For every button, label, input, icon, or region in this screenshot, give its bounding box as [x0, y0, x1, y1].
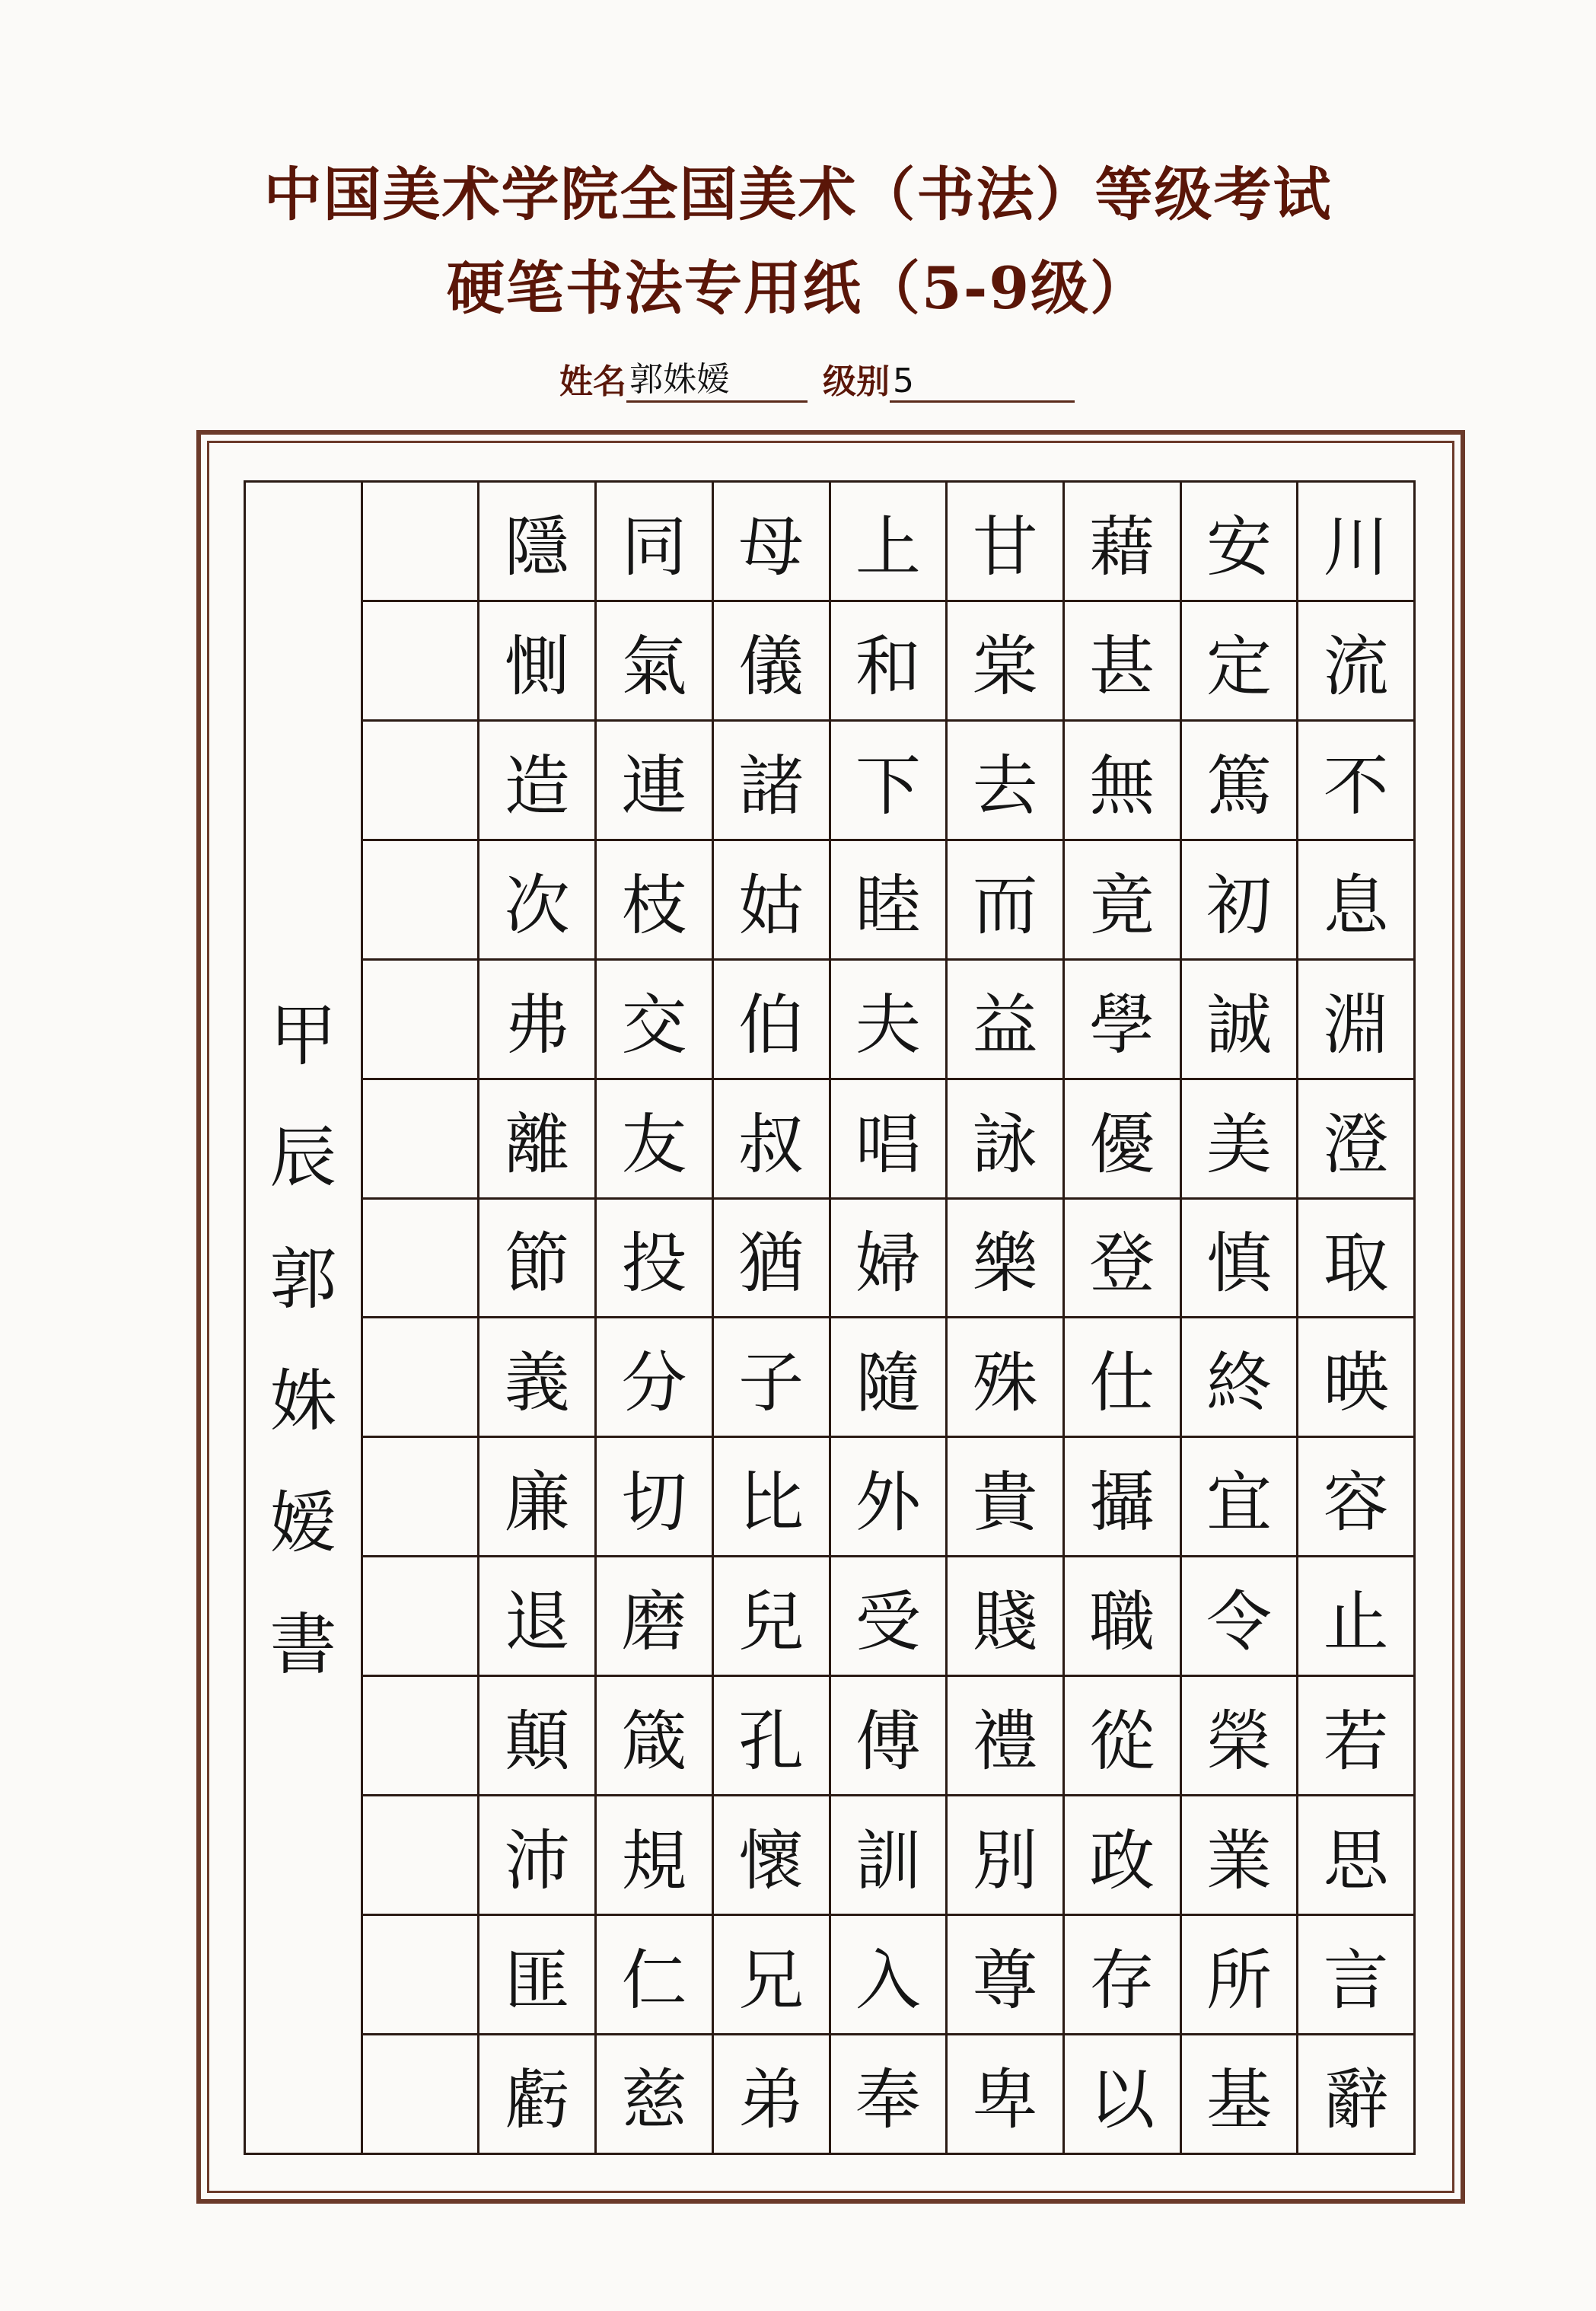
empty-cell	[363, 1197, 478, 1317]
grid-cell: 沛	[479, 1794, 594, 1914]
grid-cell: 投	[597, 1197, 712, 1317]
text-column	[477, 483, 594, 2153]
grid-cell: 辭	[1298, 2033, 1413, 2153]
empty-cell	[363, 1555, 478, 1675]
grid-cell: 外	[831, 1436, 946, 1555]
grid-cell: 禮	[948, 1675, 1062, 1794]
grid-cell: 無	[1065, 719, 1180, 839]
grid-cell: 流	[1298, 600, 1413, 719]
grid-cell: 切	[597, 1436, 712, 1555]
grid-cell: 伯	[714, 958, 829, 1078]
grid-cell: 榮	[1182, 1675, 1297, 1794]
grid-cell: 奉	[831, 2033, 946, 2153]
grid-cell: 賤	[948, 1555, 1062, 1675]
signature-char: 姝	[269, 1362, 337, 1440]
grid-cell: 去	[948, 719, 1062, 839]
grid-cell: 甘	[972, 508, 1038, 585]
grid-cell: 篤	[1182, 719, 1297, 839]
empty-cell	[363, 1675, 478, 1794]
grid-cell: 止	[1298, 1555, 1413, 1675]
grid-cell: 入	[831, 1914, 946, 2033]
grid-cell: 貴	[948, 1436, 1062, 1555]
grid-cell: 以	[1065, 2033, 1180, 2153]
grid-cell: 孔	[714, 1675, 829, 1794]
grid-cell: 誠	[1182, 958, 1297, 1078]
grid-cell: 唱	[831, 1078, 946, 1197]
grid-cell: 母	[738, 508, 804, 585]
grid-cell: 箴	[597, 1675, 712, 1794]
empty-column	[361, 483, 478, 2153]
grid-cell: 造	[479, 719, 594, 839]
signature-char: 書	[269, 1605, 337, 1684]
grid-cell: 川	[1323, 508, 1389, 585]
grid-cell: 弟	[714, 2033, 829, 2153]
grid-cell: 虧	[479, 2033, 594, 2153]
grid-cell: 兄	[714, 1914, 829, 2033]
grid-cell: 從	[1065, 1675, 1180, 1794]
grid-cell: 不	[1298, 719, 1413, 839]
empty-cell	[363, 2033, 478, 2153]
grid-cell: 取	[1298, 1197, 1413, 1317]
grid-cell: 睦	[831, 839, 946, 958]
grid-cell: 慎	[1182, 1197, 1297, 1317]
grid-cell: 慈	[597, 2033, 712, 2153]
text-column	[594, 483, 712, 2153]
empty-cell	[363, 483, 478, 600]
grid-cell: 初	[1182, 839, 1297, 958]
empty-cell	[363, 1436, 478, 1555]
grid-cell: 惻	[479, 600, 594, 719]
grid-cell: 登	[1065, 1197, 1180, 1317]
grid-cell: 上	[855, 508, 921, 585]
exam-title: 中国美术学院全国美术（书法）等级考试	[263, 161, 1333, 228]
grid-cell: 枝	[597, 839, 712, 958]
empty-cell	[363, 600, 478, 719]
grid-cell: 美	[1182, 1078, 1297, 1197]
grid-cell: 受	[831, 1555, 946, 1675]
signature-char: 甲	[269, 996, 337, 1075]
grid-cell: 存	[1065, 1914, 1180, 2033]
name-field: 郭姝嫒	[626, 352, 808, 403]
grid-cell: 退	[479, 1555, 594, 1675]
grid-cell: 傅	[831, 1675, 946, 1794]
grid-cell: 別	[948, 1794, 1062, 1914]
level-label: 级别	[823, 362, 890, 401]
grid-cell: 猶	[714, 1197, 829, 1317]
empty-cell	[363, 1078, 478, 1197]
grid-cell: 暎	[1298, 1316, 1413, 1436]
grid-cell: 諸	[714, 719, 829, 839]
grid-cell: 顛	[479, 1675, 594, 1794]
grid-cell: 比	[714, 1436, 829, 1555]
grid-cell: 藉	[1089, 508, 1155, 585]
grid-cell: 離	[479, 1078, 594, 1197]
empty-cell	[363, 958, 478, 1078]
grid-cell: 棠	[948, 600, 1062, 719]
grid-cell: 安	[1206, 508, 1272, 585]
grid-cell: 甚	[1065, 600, 1180, 719]
grid-cell: 夫	[831, 958, 946, 1078]
grid-cell: 攝	[1065, 1436, 1180, 1555]
text-column	[712, 483, 829, 2153]
paper-subtitle: 硬笔书法专用纸（5-9级）	[446, 254, 1150, 322]
grid-cell: 隱	[504, 508, 570, 585]
grid-cell: 婦	[831, 1197, 946, 1317]
grid-cell: 兒	[714, 1555, 829, 1675]
grid-cell: 終	[1182, 1316, 1297, 1436]
empty-cell	[363, 839, 478, 958]
grid-cell: 宜	[1182, 1436, 1297, 1555]
grid-cell: 叔	[714, 1078, 829, 1197]
grid-cell: 義	[479, 1316, 594, 1436]
grid-cell: 分	[597, 1316, 712, 1436]
signature-char: 辰	[269, 1118, 337, 1197]
grid-cell: 卑	[948, 2033, 1062, 2153]
text-column	[1180, 483, 1297, 2153]
text-column	[1296, 483, 1413, 2153]
grid-cell: 益	[948, 958, 1062, 1078]
grid-cell: 規	[597, 1794, 712, 1914]
signature-column	[246, 483, 361, 2153]
grid-cell: 友	[597, 1078, 712, 1197]
grid-cell: 詠	[948, 1078, 1062, 1197]
grid-cell: 匪	[479, 1914, 594, 2033]
grid-cell: 氣	[597, 600, 712, 719]
grid-cell: 次	[479, 839, 594, 958]
grid-cell: 懷	[714, 1794, 829, 1914]
grid-cell: 思	[1298, 1794, 1413, 1914]
signature-char: 嫒	[269, 1484, 337, 1562]
grid-cell: 儀	[714, 600, 829, 719]
empty-cell	[363, 1794, 478, 1914]
empty-cell	[363, 1316, 478, 1436]
text-column	[1062, 483, 1180, 2153]
grid-cell: 基	[1182, 2033, 1297, 2153]
candidate-info	[559, 352, 1075, 403]
grid-cell: 容	[1298, 1436, 1413, 1555]
grid-cell: 若	[1298, 1675, 1413, 1794]
grid-cell: 仕	[1065, 1316, 1180, 1436]
grid-cell: 節	[479, 1197, 594, 1317]
grid-cell: 交	[597, 958, 712, 1078]
grid-cell: 下	[831, 719, 946, 839]
grid-cell: 磨	[597, 1555, 712, 1675]
grid-cell: 和	[831, 600, 946, 719]
grid-cell: 子	[714, 1316, 829, 1436]
empty-cell	[363, 1914, 478, 2033]
grid-cell: 隨	[831, 1316, 946, 1436]
grid-cell: 業	[1182, 1794, 1297, 1914]
grid-cell: 政	[1065, 1794, 1180, 1914]
grid-cell: 殊	[948, 1316, 1062, 1436]
grid-cell: 淵	[1298, 958, 1413, 1078]
grid-cell: 息	[1298, 839, 1413, 958]
text-column	[829, 483, 946, 2153]
grid-cell: 同	[621, 508, 687, 585]
grid-cell: 尊	[948, 1914, 1062, 2033]
grid-cell: 所	[1182, 1914, 1297, 2033]
level-field: 5	[890, 362, 1075, 403]
grid-cell: 連	[597, 719, 712, 839]
grid-cell: 定	[1182, 600, 1297, 719]
name-label: 姓名	[559, 362, 626, 401]
grid-cell: 而	[948, 839, 1062, 958]
writing-grid	[244, 480, 1416, 2155]
grid-cell: 竟	[1065, 839, 1180, 958]
grid-cell: 訓	[831, 1794, 946, 1914]
empty-cell	[363, 719, 478, 839]
grid-cell: 姑	[714, 839, 829, 958]
grid-cell: 弗	[479, 958, 594, 1078]
grid-cell: 澄	[1298, 1078, 1413, 1197]
grid-cell: 樂	[948, 1197, 1062, 1317]
grid-cell: 學	[1065, 958, 1180, 1078]
grid-cell: 令	[1182, 1555, 1297, 1675]
grid-cell: 廉	[479, 1436, 594, 1555]
signature-char: 郭	[269, 1240, 337, 1318]
grid-cell: 言	[1298, 1914, 1413, 2033]
text-column	[945, 483, 1062, 2153]
grid-cell: 仁	[597, 1914, 712, 2033]
grid-cell: 職	[1065, 1555, 1180, 1675]
grid-cell: 優	[1065, 1078, 1180, 1197]
